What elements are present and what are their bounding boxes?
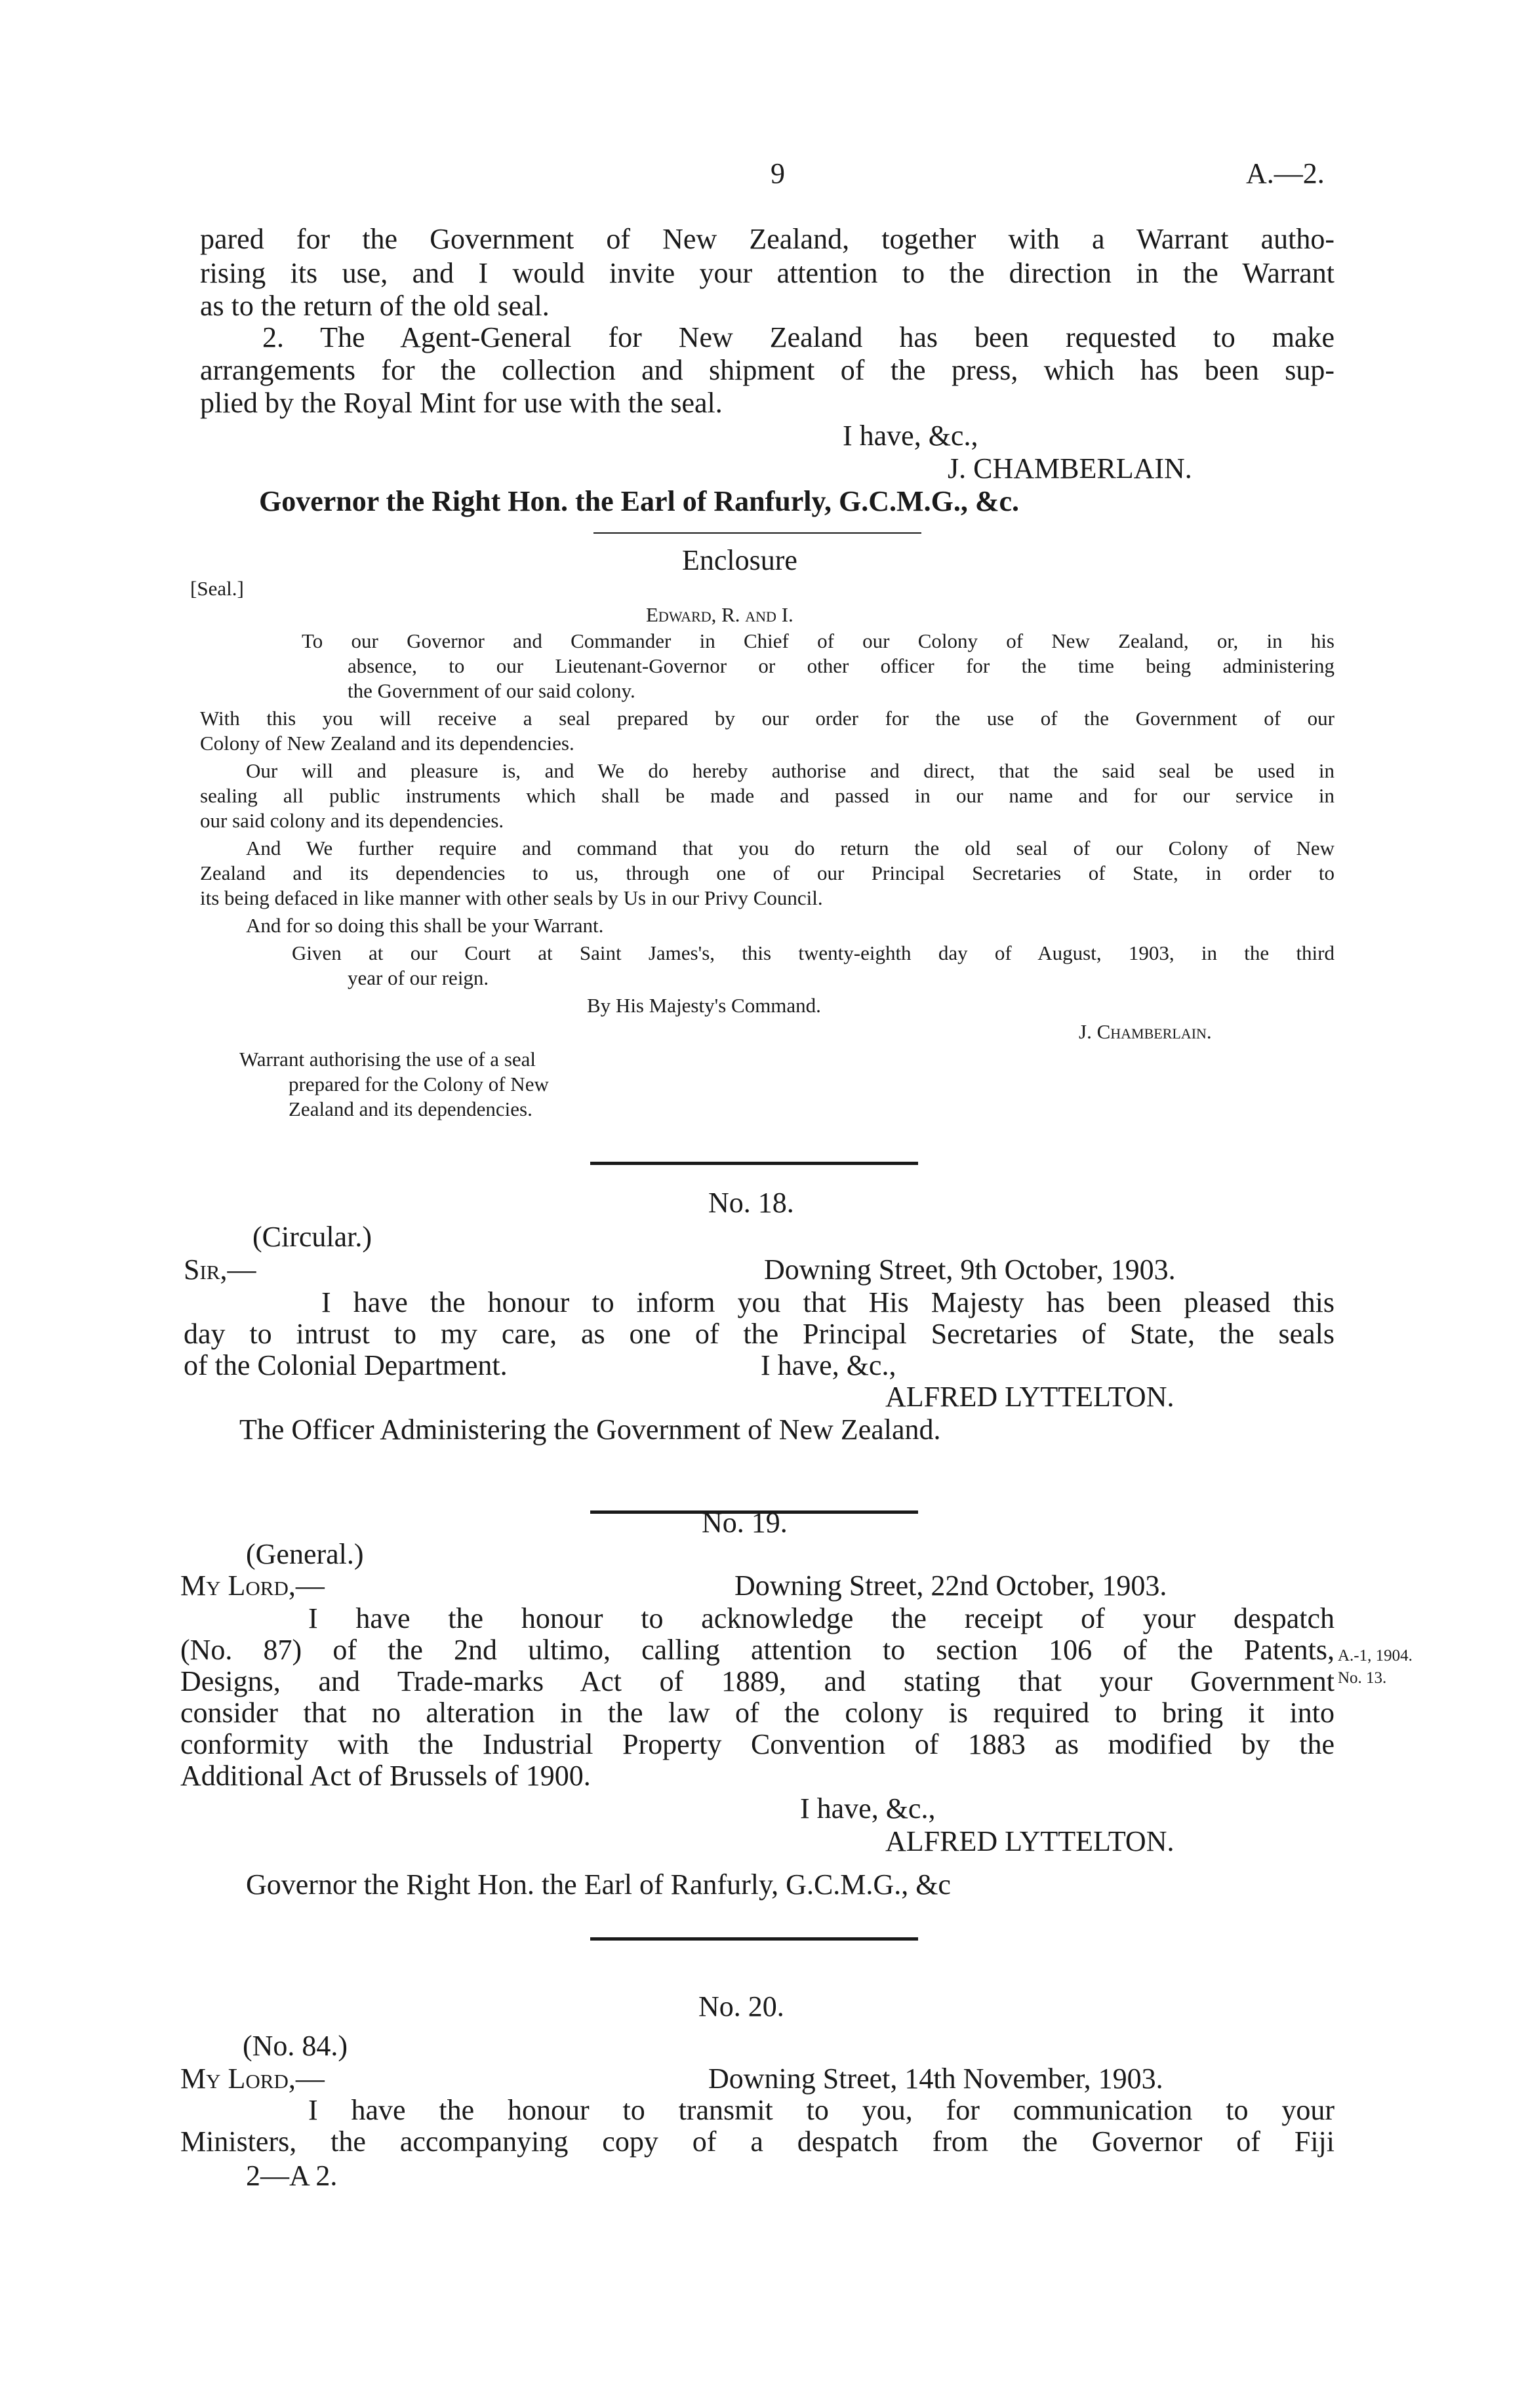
despatch-tag: (General.)	[246, 1538, 364, 1570]
signature: ALFRED LYTTELTON.	[885, 1825, 1175, 1857]
body-line: as to the return of the old seal.	[200, 290, 550, 322]
salutation: Sir,—	[184, 1253, 256, 1286]
place-date: Downing Street, 14th November, 1903.	[708, 2063, 1163, 2095]
warrant-note-line: prepared for the Colony of New	[289, 1073, 549, 1095]
page-number: 9	[771, 157, 785, 189]
enclosure-line: And We further require and command that you do return the old seal of our Colony of New	[246, 837, 1335, 859]
enclosure-line: the Government of our said colony.	[348, 679, 635, 702]
despatch-number: No. 20.	[698, 1990, 784, 2023]
enclosure-line: Given at our Court at Saint James's, this twenty-eighth day of August, 1903, in the third	[292, 941, 1335, 964]
despatch-tag: (Circular.)	[252, 1221, 372, 1253]
signature: ALFRED LYTTELTON.	[885, 1381, 1175, 1413]
closing: I have, &c.,	[843, 420, 978, 452]
warrant-note-line: Zealand and its dependencies.	[289, 1097, 532, 1120]
despatch-tag: (No. 84.)	[243, 2030, 348, 2062]
enclosure-line: year of our reign.	[348, 966, 489, 989]
despatch-number: No. 19.	[702, 1507, 788, 1539]
body-line: day to intrust to my care, as one of the Principal Secretaries of State, the seals	[184, 1318, 1335, 1350]
body-line: Designs, and Trade-marks Act of 1889, and stating that your Government	[180, 1665, 1335, 1697]
enclosure-signature: J. Chamberlain.	[1079, 1020, 1212, 1043]
addressee: The Officer Administering the Government of New Zealand.	[239, 1413, 941, 1446]
warrant-note-line: Warrant authorising the use of a seal	[239, 1048, 536, 1071]
body-line: Ministers, the accompanying copy of a despatch from the Governor of Fiji	[180, 2125, 1335, 2158]
enclosure-line: Colony of New Zealand and its dependencies.	[200, 732, 574, 755]
enclosure-line: And for so doing this shall be your Warrant.	[246, 914, 604, 937]
body-line: Additional Act of Brussels of 1900.	[180, 1760, 591, 1792]
body-line: I have the honour to inform you that His Majesty has been pleased this	[321, 1286, 1335, 1318]
body-line: plied by the Royal Mint for use with the seal.	[200, 387, 723, 419]
section-divider	[590, 1937, 918, 1941]
body-line: pared for the Government of New Zealand, together with a Warrant autho-	[200, 223, 1335, 255]
body-line: I have the honour to transmit to you, for communication to your	[308, 2094, 1335, 2126]
enclosure-line: its being defaced in like manner with other seals by Us in our Privy Council.	[200, 886, 823, 909]
body-line: arrangements for the collection and shipment of the press, which has been sup-	[200, 354, 1335, 386]
salutation: My Lord,—	[180, 2063, 325, 2095]
command-line: By His Majesty's Command.	[587, 994, 821, 1017]
place-date: Downing Street, 22nd October, 1903.	[734, 1569, 1167, 1602]
body-line: consider that no alteration in the law of the colony is required to bring it into	[180, 1697, 1335, 1729]
closing: I have, &c.,	[761, 1349, 896, 1381]
divider	[593, 532, 921, 534]
enclosure-line: our said colony and its dependencies.	[200, 809, 504, 832]
sovereign-signature: Edward, R. and I.	[646, 603, 793, 626]
enclosure-line: absence, to our Lieutenant-Governor or other officer for the time being administering	[348, 654, 1335, 677]
signature-mark: 2—A 2.	[246, 2160, 338, 2192]
enclosure-line: Our will and pleasure is, and We do hereby authorise and direct, that the said seal be used in	[246, 759, 1335, 782]
seal-mark: [Seal.]	[190, 577, 244, 600]
enclosure-line: With this you will receive a seal prepared by our order for the use of the Government of our	[200, 707, 1335, 730]
body-line: (No. 87) of the 2nd ultimo, calling attention to section 106 of the Patents,	[180, 1634, 1335, 1666]
enclosure-line: To our Governor and Commander in Chief of our Colony of New Zealand, or, in his	[302, 629, 1335, 652]
document-reference: A.—2.	[1246, 157, 1325, 189]
closing: I have, &c.,	[800, 1792, 936, 1825]
signature: J. CHAMBERLAIN.	[948, 452, 1192, 484]
body-line: 2. The Agent-General for New Zealand has been requested to make	[262, 321, 1335, 353]
salutation: My Lord,—	[180, 1569, 325, 1602]
margin-reference: A.-1, 1904.	[1338, 1647, 1413, 1665]
body-line: rising its use, and I would invite your attention to the direction in the Warrant	[200, 257, 1335, 289]
body-line: conformity with the Industrial Property Convention of 1883 as modified by the	[180, 1728, 1335, 1760]
addressee: Governor the Right Hon. the Earl of Ranfurly, G.C.M.G., &c	[246, 1868, 951, 1901]
body-line: of the Colonial Department.	[184, 1349, 508, 1381]
enclosure-line: Zealand and its dependencies to us, through one of our Principal Secretaries of State, in order to	[200, 861, 1335, 884]
margin-reference: No. 13.	[1338, 1669, 1387, 1687]
enclosure-heading: Enclosure	[682, 544, 797, 576]
enclosure-line: sealing all public instruments which shall be made and passed in our name and for our service in	[200, 784, 1335, 807]
section-divider	[590, 1162, 918, 1165]
addressee: Governor the Right Hon. the Earl of Ranfurly, G.C.M.G., &c.	[259, 485, 1019, 517]
body-line: I have the honour to acknowledge the receipt of your despatch	[308, 1602, 1335, 1634]
place-date: Downing Street, 9th October, 1903.	[764, 1253, 1176, 1286]
despatch-number: No. 18.	[708, 1187, 794, 1219]
